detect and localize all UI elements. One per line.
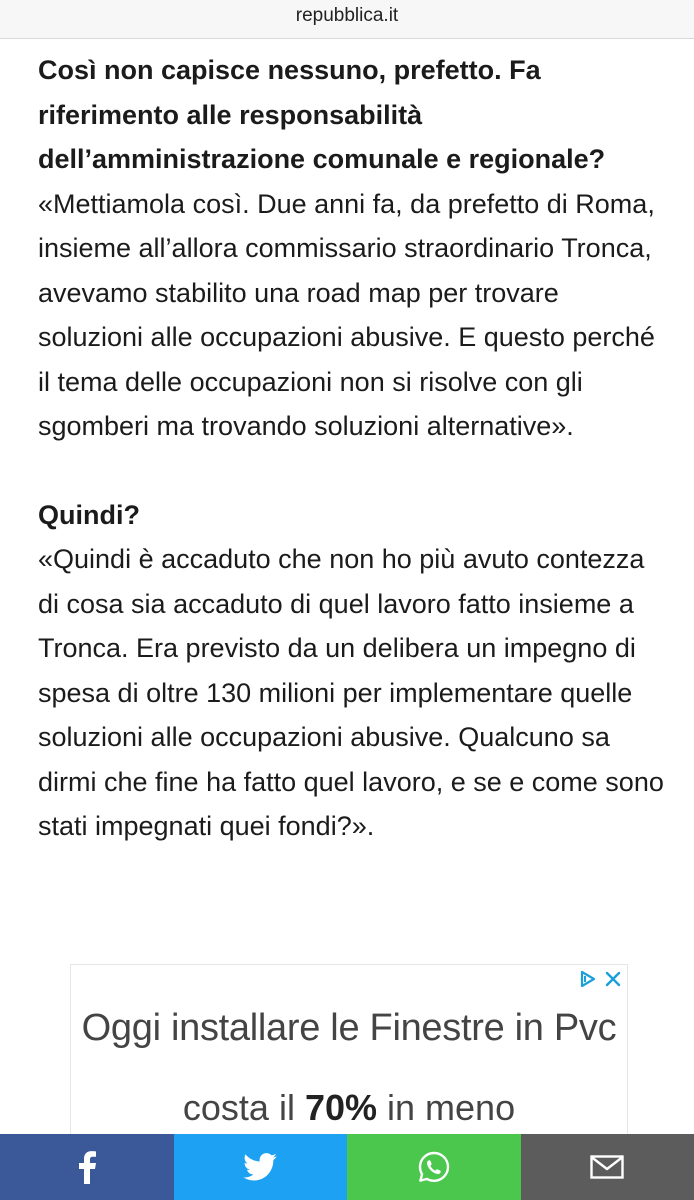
twitter-icon (243, 1153, 277, 1181)
whatsapp-icon (417, 1150, 451, 1184)
article-body (38, 48, 668, 849)
share-email-button[interactable] (521, 1134, 694, 1200)
paragraph-spacer (38, 449, 668, 493)
advertisement-banner[interactable] (70, 964, 628, 1145)
interview-answer-1: «Mettiamola così. Due anni fa, da prefetto di Roma, insieme all’allora commissario straordinario Tronca, avevamo stabilito una road map per trovare soluzioni alle occupazioni abusive. E questo perché il tema delle occupazioni non si risolve con gli sgomberi ma trovando soluzioni alternative». (38, 188, 655, 441)
ad-sub-prefix: costa il (182, 1087, 305, 1128)
ad-choices-controls (575, 967, 625, 991)
facebook-icon (76, 1150, 98, 1184)
ad-headline[interactable]: Oggi installare le Finestre in Pvc (81, 1007, 617, 1049)
close-ad-icon[interactable] (601, 967, 625, 991)
address-bar[interactable] (0, 0, 694, 39)
adchoices-icon[interactable] (575, 967, 599, 991)
share-bar (0, 1134, 694, 1200)
ad-sub-highlight: 70% (304, 1087, 378, 1128)
interview-question-1: Così non capisce nessuno, prefetto. Fa riferimento alle responsabilità dell’amministrazione comunale e regionale? (38, 55, 606, 174)
share-whatsapp-button[interactable] (347, 1134, 521, 1200)
share-facebook-button[interactable] (0, 1134, 174, 1200)
ad-sub-suffix: in meno (377, 1087, 516, 1128)
url-text: repubblica.it (295, 5, 399, 26)
email-icon (590, 1155, 624, 1179)
interview-question-2: Quindi? (38, 499, 140, 530)
interview-answer-2: «Quindi è accaduto che non ho più avuto contezza di cosa sia accaduto di quel lavoro fatto insieme a Tronca. Era previsto da un delibera un impegno di spesa di oltre 130 milioni per implementare quelle soluzioni alle occupazioni abusive. Qualcuno sa dirmi che fine ha fatto quel lavoro, e se e come sono stati impegnati quei fondi?». (38, 544, 664, 841)
share-twitter-button[interactable] (174, 1134, 348, 1200)
ad-subheadline[interactable] (71, 1087, 627, 1129)
